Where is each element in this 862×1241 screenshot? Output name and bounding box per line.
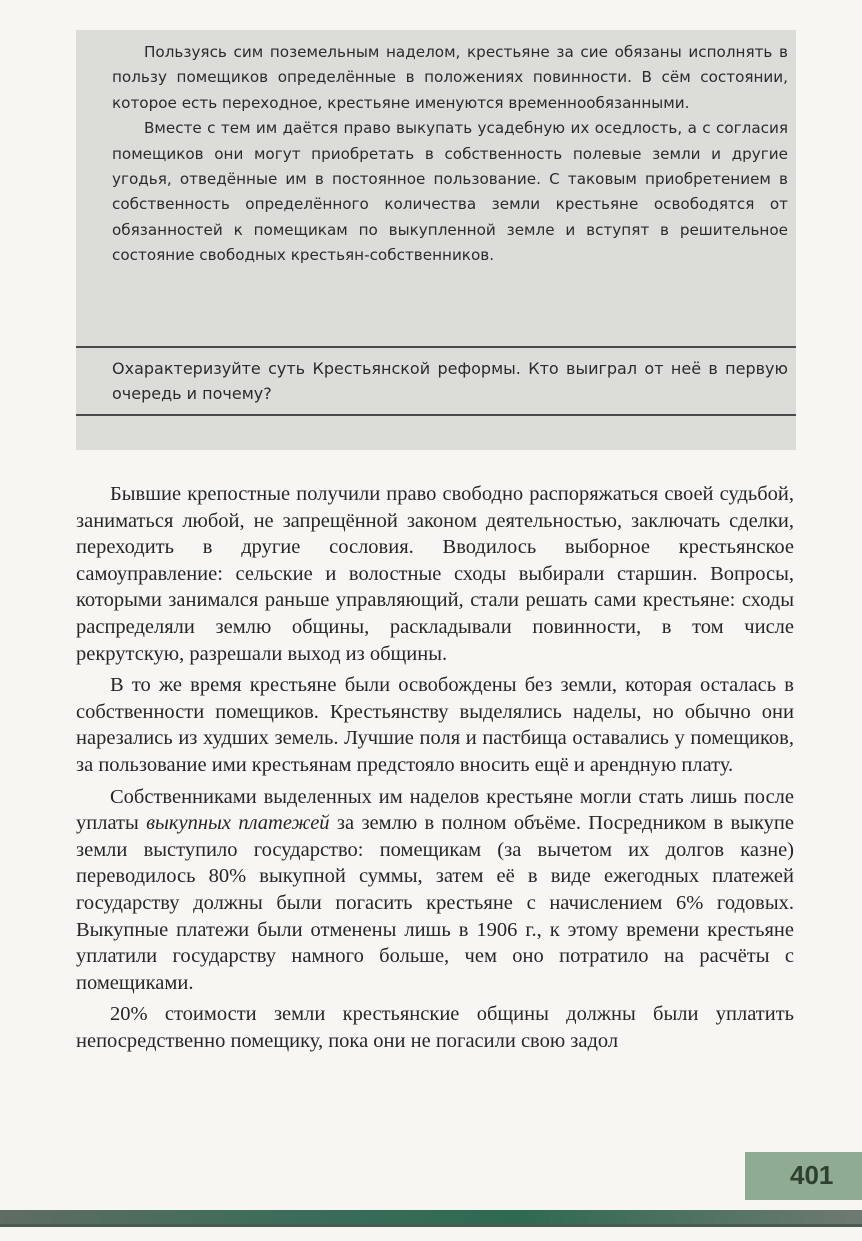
page-number: 401 — [790, 1160, 834, 1190]
body-paragraph — [76, 784, 794, 997]
body-paragraph: Бывшие крепостные получили право свободно распоряжаться своей судьбой, заниматься любой, не запрещённой законом деятельностью, заключать сделки, переходить в другие сословия. Вводилось выборное крестьянское самоуправление: сельские и волостные сходы выбирали старшин. Вопросы, которыми занимался раньше управляющий, стали решать сами крестьяне: сходы распределяли землю общины, раскладывали повинности, в том числе рекрутскую, разрешали выход из общины. — [76, 483, 794, 665]
source-paragraph: Вместе с тем им даётся право выкупать усадебную их оседлость, а с согласия помещиков они могут приобретать в собственность полевые земли и другие угодья, отведённые им в постоянное пользование. С таковым приобретением в собственность определённого количества земли крестьяне освободятся от обязанностей к помещикам по выкупленной земле и вступят в решительное состояние свободных крестьян-собственников. — [112, 119, 788, 265]
source-excerpt — [112, 40, 788, 269]
question-top-rule — [76, 346, 796, 348]
key-term: выкупных платежей — [146, 812, 330, 835]
body-text-span: Собственниками выделенных им наделов крестьяне могли стать лишь после уплаты — [76, 785, 794, 835]
bottom-decorative-line — [0, 1224, 862, 1227]
body-text-span: за землю в полном объёме. Посредником в выкупе земли выступило государство: помещикам (за вычетом их долгов казне) переводилось 80% выкупной суммы, затем её в виде ежегодных платежей государству должны были погасить крестьяне с начислением 6% годовых. Выкупные платежи были отменены лишь в 1906 г., к этому времени крестьяне уплатили государству намного больше, чем оно потратило на расчёты с помещиками. — [76, 812, 794, 994]
question-text: Охарактеризуйте суть Крестьянской реформы. Кто выиграл от неё в первую очередь и почему? — [112, 359, 788, 403]
body-paragraph: В то же время крестьяне были освобождены без земли, которая осталась в собственности помещиков. Крестьянству выделялись наделы, но обычно они нарезались из худших земель. Лучшие поля и пастбища оставались у помещиков, за пользование ими крестьянам предстояло вносить ещё и арендную плату. — [76, 674, 794, 776]
main-text — [76, 481, 794, 1054]
bottom-decorative-band — [0, 1210, 862, 1224]
question-bottom-rule — [76, 414, 796, 416]
body-paragraph: 20% стоимости земли крестьянские общины должны были уплатить непосредственно помещику, пока они не погасили свою задол — [76, 1003, 794, 1052]
source-paragraph: Пользуясь сим поземельным наделом, крестьяне за сие обязаны исполнять в пользу помещиков определённые в положениях повинности. В сём состоянии, которое есть переходное, крестьяне именуются временнообязанными. — [112, 43, 788, 112]
